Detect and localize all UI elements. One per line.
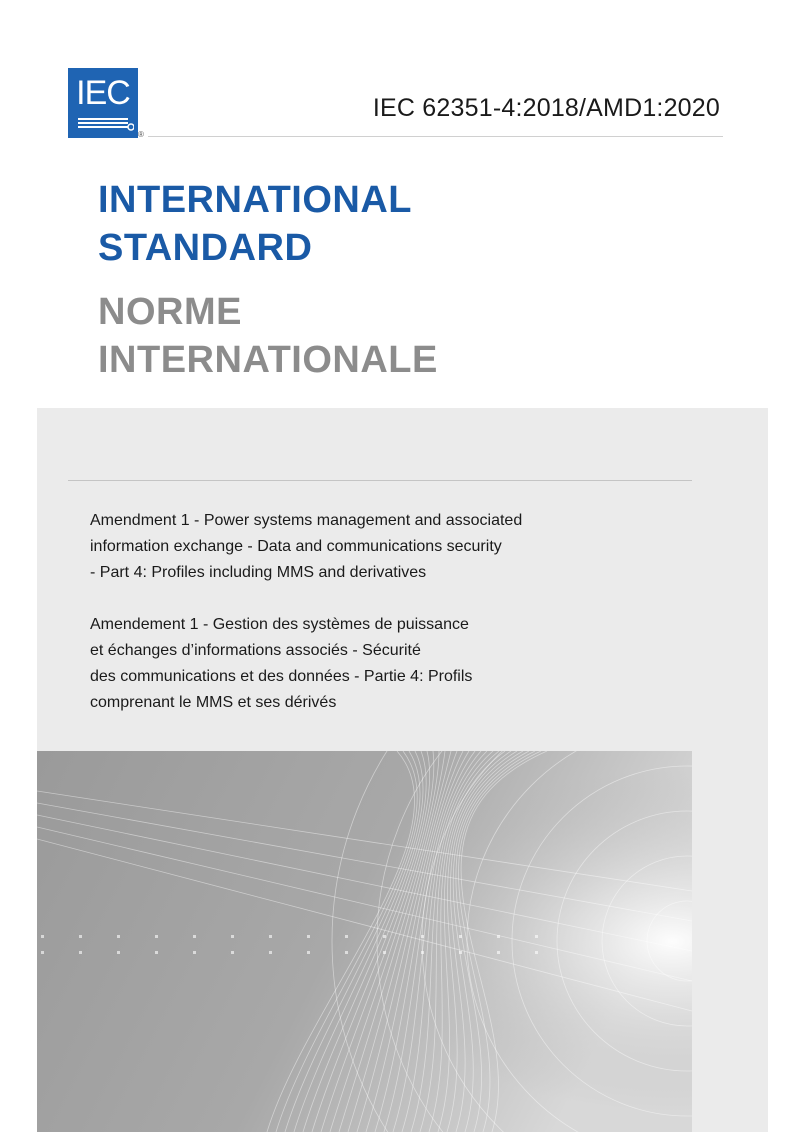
title-french	[98, 288, 438, 384]
artwork-dot	[497, 951, 500, 954]
title-french-line-1: NORME	[98, 291, 242, 333]
artwork-dot	[421, 951, 424, 954]
artwork-dot	[269, 935, 272, 938]
registered-mark: ®	[138, 130, 144, 139]
description-french-line: Amendement 1 - Gestion des systèmes de puissance	[90, 616, 469, 633]
artwork-dot	[41, 951, 44, 954]
artwork-dot	[231, 935, 234, 938]
artwork-dot	[117, 951, 120, 954]
artwork-dot	[193, 935, 196, 938]
artwork-dot	[193, 951, 196, 954]
title-english-line-2: STANDARD	[98, 227, 313, 269]
iec-logo-lines-icon	[78, 118, 134, 132]
artwork-dot	[383, 951, 386, 954]
description-english	[90, 508, 522, 586]
description-english-line: Amendment 1 - Power systems management and associated	[90, 512, 523, 529]
title-french-line-2: INTERNATIONALE	[98, 339, 438, 381]
artwork-dot	[307, 951, 310, 954]
artwork-dot	[155, 935, 158, 938]
artwork-dot	[421, 935, 424, 938]
panel-divider	[68, 480, 692, 481]
artwork-dot	[459, 935, 462, 938]
artwork-dot	[307, 935, 310, 938]
artwork-dot	[269, 951, 272, 954]
title-english	[98, 176, 412, 272]
cover-artwork	[37, 751, 692, 1132]
description-english-line: - Part 4: Profiles including MMS and derivatives	[90, 564, 427, 581]
artwork-dot	[79, 951, 82, 954]
artwork-dot	[117, 935, 120, 938]
artwork-dot	[231, 951, 234, 954]
artwork-dot	[155, 951, 158, 954]
artwork-dot	[345, 935, 348, 938]
artwork-dot	[459, 951, 462, 954]
artwork-dot	[41, 935, 44, 938]
iec-logo	[68, 68, 138, 138]
description-french-line: comprenant le MMS et ses dérivés	[90, 694, 337, 711]
artwork-dot	[497, 935, 500, 938]
description-french-line: des communications et des données - Partie 4: Profils	[90, 668, 473, 685]
document-number: IEC 62351-4:2018/AMD1:2020	[372, 94, 720, 122]
iec-logo-text: IEC	[76, 74, 130, 112]
artwork-dot	[345, 951, 348, 954]
artwork-dot	[79, 935, 82, 938]
description-french	[90, 612, 472, 716]
description-french-line: et échanges d’informations associés - Sécurité	[90, 642, 421, 659]
title-english-line-1: INTERNATIONAL	[98, 179, 412, 221]
header-divider	[148, 136, 723, 137]
artwork-dot	[535, 935, 538, 938]
artwork-dot	[383, 935, 386, 938]
artwork-dot	[535, 951, 538, 954]
description-english-line: information exchange - Data and communications security	[90, 538, 502, 555]
